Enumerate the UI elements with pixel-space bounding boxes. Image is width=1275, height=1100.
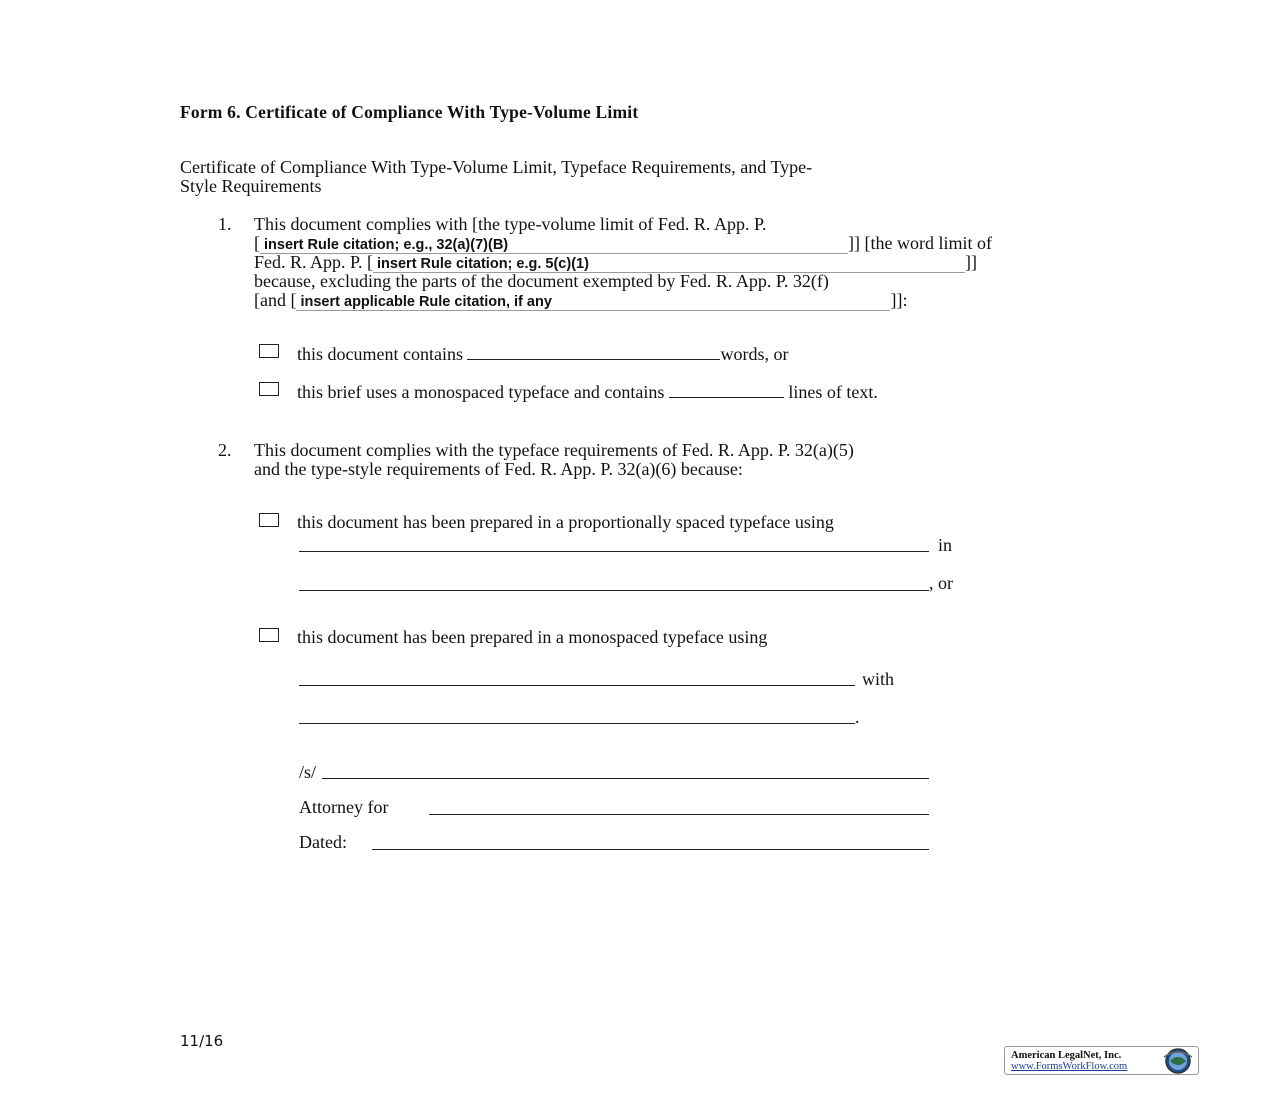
- revision-date: 11/16: [180, 1032, 224, 1050]
- rule-citation-field-b[interactable]: insert Rule citation; e.g. 5(c)(1): [373, 256, 965, 273]
- item1-line2: [254, 234, 992, 254]
- line-count-blank[interactable]: [669, 382, 784, 398]
- american-legalnet-logo[interactable]: [1004, 1046, 1199, 1075]
- line-count-option: [297, 382, 878, 402]
- item1-number: 1.: [218, 214, 232, 234]
- globe-icon: [1160, 1047, 1196, 1075]
- fed-prefix: Fed. R. App. P. [: [254, 252, 374, 272]
- attorney-for-label: Attorney for: [299, 797, 389, 817]
- signature-label: /s/: [299, 762, 317, 782]
- dated-label: Dated:: [299, 832, 347, 852]
- logo-url[interactable]: www.FormsWorkFlow.com: [1011, 1061, 1128, 1072]
- item1-line4: because, excluding the parts of the document exempted by Fed. R. App. P. 32(f): [254, 271, 829, 291]
- proportional-typeface-checkbox[interactable]: [259, 513, 279, 527]
- item2-line1: This document complies with the typeface requirements of Fed. R. App. P. 32(a)(5): [254, 440, 854, 460]
- item1-line5: [254, 291, 907, 311]
- rule-citation-field-c[interactable]: insert applicable Rule citation, if any: [296, 294, 890, 311]
- dated-blank[interactable]: [372, 849, 929, 850]
- proportional-typeface-option: this document has been prepared in a proportionally spaced typeface using: [297, 512, 834, 532]
- certificate-heading-line2: Style Requirements: [180, 176, 322, 196]
- monospaced-font-blank[interactable]: [299, 723, 855, 724]
- item2-line2: and the type-style requirements of Fed. R. App. P. 32(a)(6) because:: [254, 459, 743, 479]
- monospaced-typeface-checkbox[interactable]: [259, 628, 279, 642]
- words-or-label: words, or: [720, 344, 789, 364]
- item1-line1: This document complies with [the type-volume limit of Fed. R. App. P.: [254, 214, 767, 234]
- lines-of-text-label: lines of text.: [788, 382, 878, 402]
- proportional-font-blank[interactable]: [299, 590, 929, 591]
- period-label: .: [855, 707, 860, 727]
- word-limit-text: ]] [the word limit of: [848, 233, 992, 253]
- or-label: , or: [929, 573, 953, 593]
- rule-citation-field-a[interactable]: insert Rule citation; e.g., 32(a)(7)(B): [260, 237, 848, 254]
- open-bracket: [: [254, 233, 260, 253]
- close-brackets: ]]: [965, 252, 978, 272]
- close-brackets-colon: ]]:: [890, 290, 908, 310]
- form-title: Form 6. Certificate of Compliance With Type-Volume Limit: [180, 102, 639, 122]
- line-count-checkbox[interactable]: [259, 382, 279, 396]
- proportional-software-blank[interactable]: [299, 551, 929, 552]
- in-label: in: [938, 535, 953, 555]
- item2-number: 2.: [218, 440, 232, 460]
- with-label: with: [862, 669, 895, 689]
- item1-line3: [254, 253, 977, 273]
- signature-blank[interactable]: [322, 778, 929, 779]
- word-count-checkbox[interactable]: [259, 344, 279, 358]
- monospaced-software-blank[interactable]: [299, 685, 855, 686]
- and-prefix: [and [: [254, 290, 297, 310]
- word-count-option: [297, 344, 788, 364]
- logo-company-name: American LegalNet, Inc.: [1011, 1050, 1122, 1061]
- word-count-blank[interactable]: [467, 344, 720, 360]
- word-count-label: this document contains: [297, 344, 463, 364]
- certificate-heading-line1: Certificate of Compliance With Type-Volume Limit, Typeface Requirements, and Type-: [180, 157, 813, 177]
- line-count-label: this brief uses a monospaced typeface and contains: [297, 382, 665, 402]
- monospaced-typeface-option: this document has been prepared in a monospaced typeface using: [297, 627, 768, 647]
- attorney-for-blank[interactable]: [429, 814, 929, 815]
